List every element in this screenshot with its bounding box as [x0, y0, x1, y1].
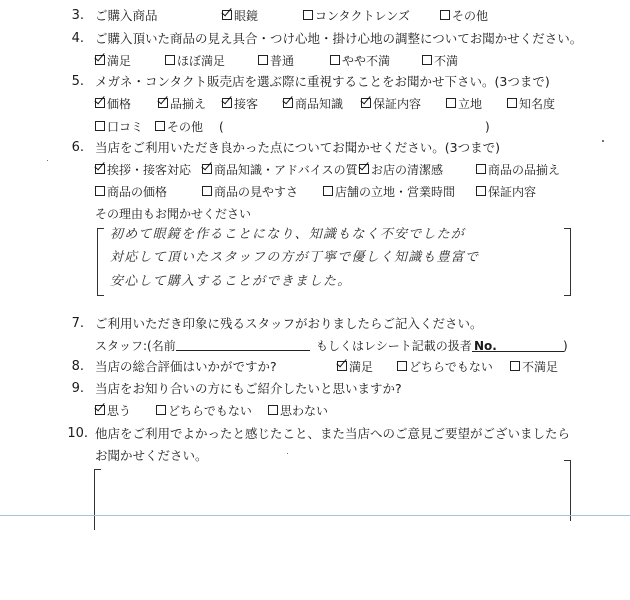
checkbox[interactable] — [303, 10, 313, 20]
q8-option-unsatisfied[interactable]: 不満足 — [510, 359, 558, 375]
q3-option-contacts[interactable]: コンタクトレンズ — [303, 8, 410, 24]
q6-number: 6. — [71, 140, 84, 155]
checkbox-checked[interactable] — [95, 55, 105, 65]
q5-option-service[interactable]: 接客 — [222, 96, 258, 112]
checkbox-checked[interactable] — [158, 98, 168, 108]
q6-option-visibility[interactable]: 商品の見やすさ — [202, 184, 298, 200]
q5-option-product-knowledge[interactable]: 商品知識 — [283, 96, 343, 112]
q6-reason-label: その理由もお聞かせください — [95, 207, 252, 221]
q9-number: 9. — [71, 381, 84, 396]
checkbox-checked[interactable] — [359, 164, 369, 174]
q7-close-paren: ) — [563, 339, 568, 353]
q8-label: 当店の総合評価はいかがですか? — [95, 359, 277, 374]
checkbox[interactable] — [476, 186, 486, 196]
q10-box-left-bracket — [94, 469, 101, 530]
checkbox[interactable] — [330, 55, 340, 65]
q5-option-location[interactable]: 立地 — [446, 96, 482, 112]
checkbox[interactable] — [155, 121, 165, 131]
checkbox-checked[interactable] — [95, 98, 105, 108]
q3-number: 3. — [71, 8, 84, 23]
q6-option-warranty[interactable]: 保証内容 — [476, 184, 536, 200]
q10-comment-area[interactable] — [102, 470, 562, 514]
q6-label: 当店をご利用いただき良かった点についてお聞かせください。(3つまで) — [95, 140, 500, 155]
q8-option-satisfied[interactable]: 満足 — [337, 359, 373, 375]
q9-option-yes[interactable]: 思う — [95, 403, 131, 419]
checkbox-checked[interactable] — [95, 164, 105, 174]
q5-option-price[interactable]: 価格 — [95, 96, 131, 112]
scan-speck — [287, 453, 288, 454]
q9-label: 当店をお知り合いの方にもご紹介したいと思いますか? — [95, 381, 402, 396]
q10-box-right-bracket — [564, 460, 571, 521]
q4-option-somewhat-unsatisfied[interactable]: やや不満 — [330, 53, 390, 69]
q7-staff-label: スタッフ:(名前 — [95, 339, 176, 353]
q10-label-line-2: お聞かせください。 — [95, 448, 208, 463]
q4-label: ご購入頂いた商品の見え具合・つけ心地・掛け心地の調整についてお聞かせください。 — [95, 31, 583, 46]
q6-option-cleanliness[interactable]: お店の清潔感 — [359, 162, 443, 178]
q7-number: 7. — [71, 316, 84, 331]
checkbox[interactable] — [202, 186, 212, 196]
q7-label: ご利用いただき印象に残るスタッフがおりましたらご記入ください。 — [95, 316, 483, 331]
reason-handwriting-line-1: 初めて眼鏡を作ることになり、知識もなく不安でしたが — [110, 227, 466, 242]
q6-option-knowledge-advice[interactable]: 商品知識・アドバイスの質 — [202, 162, 358, 178]
q9-option-neutral[interactable]: どちらでもない — [156, 403, 252, 419]
reason-handwriting-line-2: 対応して頂いたスタッフの方が丁寧で優しく知識も豊富で — [110, 250, 480, 265]
checkbox-checked[interactable] — [361, 98, 371, 108]
q6-option-product-selection[interactable]: 商品の品揃え — [476, 162, 560, 178]
q4-option-satisfied[interactable]: 満足 — [95, 53, 131, 69]
reason-handwriting-line-3: 安心して購入することができました。 — [110, 274, 352, 289]
checkbox[interactable] — [268, 405, 278, 415]
q5-other-paren-close: ) — [485, 120, 490, 134]
q3-option-glasses[interactable]: 眼鏡 — [222, 8, 258, 24]
checkbox[interactable] — [156, 405, 166, 415]
checkbox[interactable] — [476, 164, 486, 174]
checkbox-checked[interactable] — [337, 361, 347, 371]
checkbox[interactable] — [440, 10, 450, 20]
q4-option-mostly-satisfied[interactable]: ほぼ満足 — [165, 53, 225, 69]
q8-option-neutral[interactable]: どちらでもない — [397, 359, 493, 375]
q4-option-average[interactable]: 普通 — [258, 53, 294, 69]
q8-number: 8. — [71, 359, 84, 374]
q10-label: 他店をご利用でよかったと感じたこと、また当店へのご意見ご要望がございましたら — [95, 426, 571, 441]
reason-box-left-bracket — [97, 228, 104, 296]
q5-option-other[interactable]: その他 — [155, 119, 203, 135]
q5-number: 5. — [71, 74, 84, 89]
checkbox[interactable] — [507, 98, 517, 108]
scan-speck — [47, 160, 48, 161]
checkbox-checked[interactable] — [222, 10, 232, 20]
q5-other-paren-open: ( — [219, 120, 224, 134]
checkbox[interactable] — [95, 186, 105, 196]
checkbox[interactable] — [446, 98, 456, 108]
q5-option-word-of-mouth[interactable]: 口コミ — [95, 119, 143, 135]
checkbox-checked[interactable] — [202, 164, 212, 174]
scan-speck — [602, 140, 604, 142]
checkbox-checked[interactable] — [283, 98, 293, 108]
checkbox-checked[interactable] — [222, 98, 232, 108]
q7-receipt-number-field[interactable] — [472, 337, 564, 352]
q7-staff-name-field[interactable] — [176, 337, 310, 351]
checkbox[interactable] — [397, 361, 407, 371]
q7-receipt-label: もしくはレシート記載の扱者 — [316, 339, 472, 353]
reason-box-right-bracket — [564, 228, 571, 296]
q5-label: メガネ・コンタクト販売店を選ぶ際に重視することをお聞かせ下さい。(3つまで) — [95, 74, 550, 89]
checkbox-checked[interactable] — [95, 405, 105, 415]
checkbox[interactable] — [323, 186, 333, 196]
checkbox[interactable] — [510, 361, 520, 371]
q4-option-unsatisfied[interactable]: 不満 — [422, 53, 458, 69]
q3-label: ご購入商品 — [95, 8, 158, 23]
page-bottom-rule — [0, 515, 630, 516]
q6-option-location-hours[interactable]: 店舗の立地・営業時間 — [323, 184, 455, 200]
checkbox[interactable] — [95, 121, 105, 131]
checkbox[interactable] — [258, 55, 268, 65]
q9-option-no[interactable]: 思わない — [268, 403, 328, 419]
q10-number: 10. — [67, 426, 88, 441]
q5-option-recognition[interactable]: 知名度 — [507, 96, 555, 112]
q5-option-selection[interactable]: 品揃え — [158, 96, 206, 112]
q7-no-label: No. — [474, 339, 497, 353]
q3-option-other[interactable]: その他 — [440, 8, 488, 24]
q5-option-warranty[interactable]: 保証内容 — [361, 96, 421, 112]
q4-number: 4. — [71, 31, 84, 46]
checkbox[interactable] — [422, 55, 432, 65]
q6-option-price[interactable]: 商品の価格 — [95, 184, 167, 200]
checkbox[interactable] — [165, 55, 175, 65]
q6-option-greeting[interactable]: 挨拶・接客対応 — [95, 162, 191, 178]
